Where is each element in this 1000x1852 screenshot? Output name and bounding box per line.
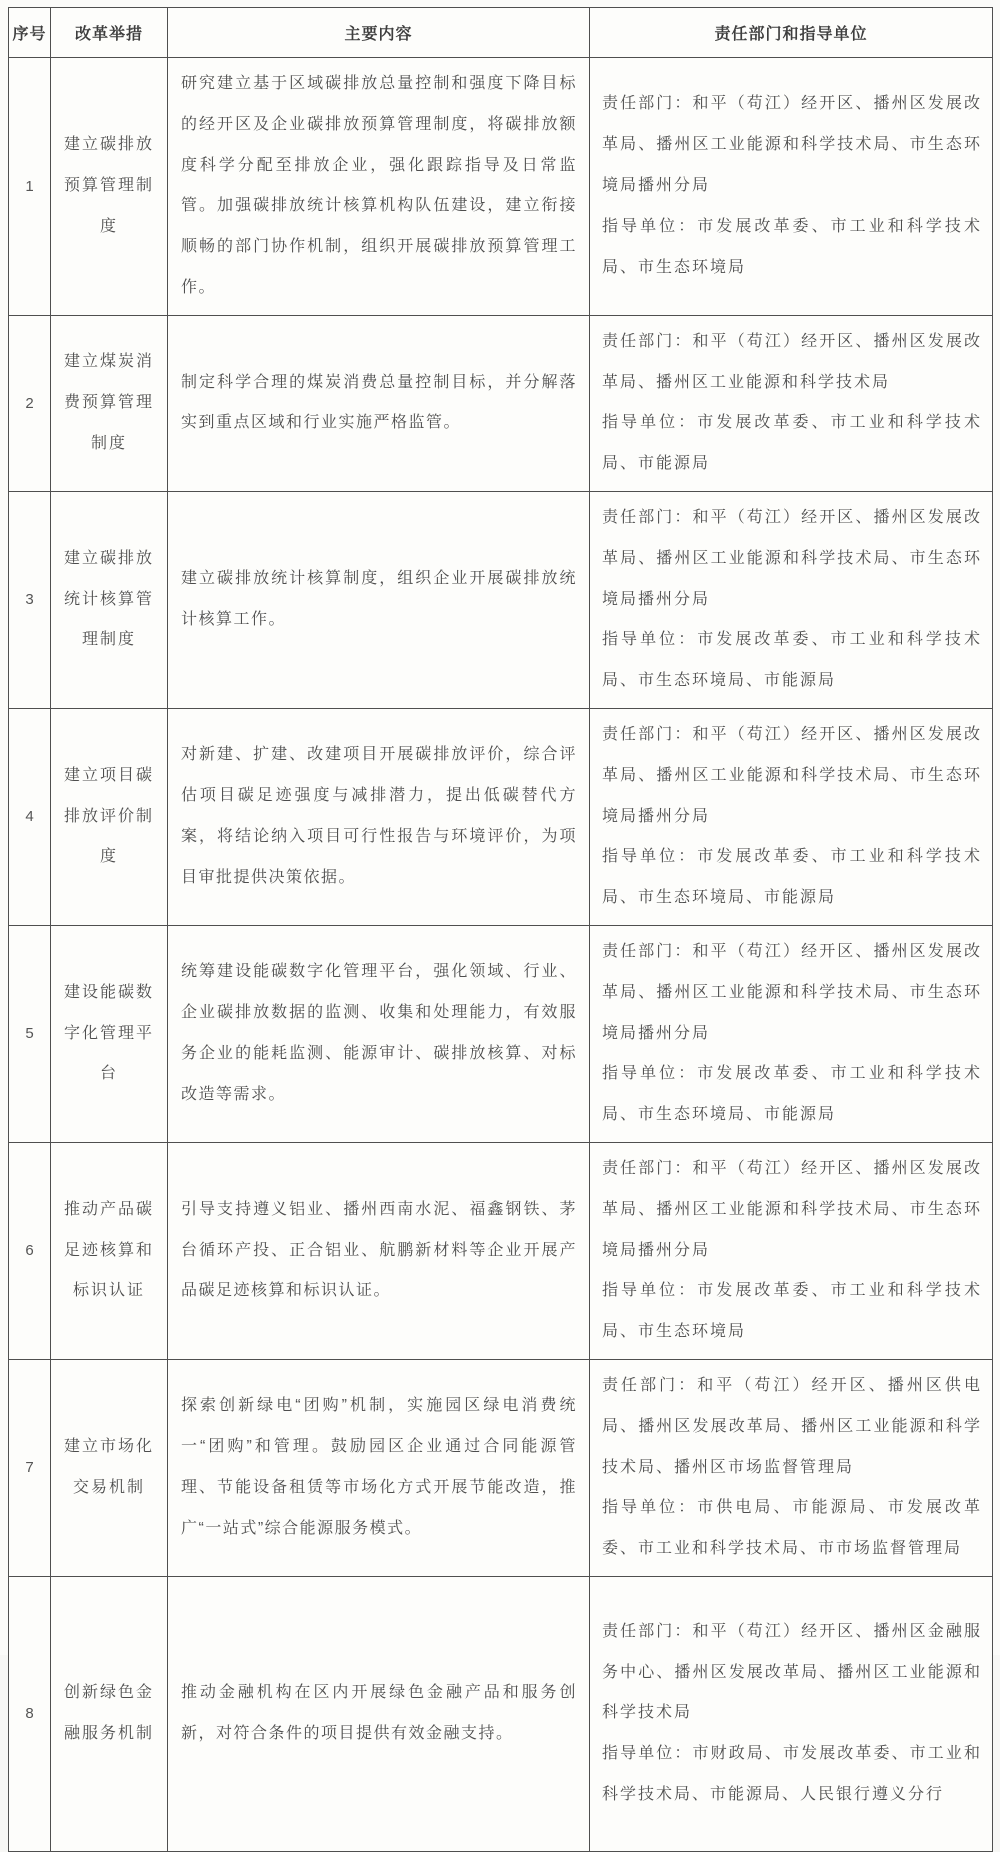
header-content: 主要内容: [168, 8, 590, 58]
guidance-units: 指导单位：市发展改革委、市工业和科学技术局、市能源局: [602, 414, 982, 473]
header-responsible: 责任部门和指导单位: [590, 8, 993, 58]
reform-measures-table: [8, 7, 993, 1852]
table-row: [9, 1359, 993, 1576]
responsible-departments: 责任部门：和平（苟江）经开区、播州区金融服务中心、播州区发展改革局、播州区工业能源和科学技术局: [602, 1622, 982, 1722]
guidance-units: 指导单位：市财政局、市发展改革委、市工业和科学技术局、市能源局、人民银行遵义分行: [602, 1745, 982, 1804]
header-no: 序号: [9, 8, 51, 58]
responsibility-cell: [590, 315, 993, 491]
guidance-units: 指导单位：市发展改革委、市工业和科学技术局、市生态环境局、市能源局: [602, 848, 982, 907]
guidance-units: 指导单位：市发展改革委、市工业和科学技术局、市生态环境局、市能源局: [602, 1065, 982, 1124]
responsibility-cell: [590, 1142, 993, 1359]
responsibility-cell: [590, 708, 993, 925]
responsible-departments: 责任部门：和平（苟江）经开区、播州区发展改革局、播州区工业能源和科学技术局、市生态环境局播州分局: [602, 508, 982, 608]
table-row: [9, 58, 993, 316]
reform-measure: 推动产品碳足迹核算和标识认证: [51, 1142, 168, 1359]
reform-measure: 建设能碳数字化管理平台: [51, 925, 168, 1142]
main-content: 建立碳排放统计核算制度，组织企业开展碳排放统计核算工作。: [168, 491, 590, 708]
row-number: 8: [9, 1576, 51, 1851]
reform-measure: 创新绿色金融服务机制: [51, 1576, 168, 1851]
row-number: 3: [9, 491, 51, 708]
guidance-units: 指导单位：市供电局、市能源局、市发展改革委、市工业和科学技术局、市市场监督管理局: [602, 1499, 982, 1558]
row-number: 1: [9, 58, 51, 316]
guidance-units: 指导单位：市发展改革委、市工业和科学技术局、市生态环境局: [602, 1282, 982, 1341]
main-content: 制定科学合理的煤炭消费总量控制目标，并分解落实到重点区域和行业实施严格监管。: [168, 315, 590, 491]
responsible-departments: 责任部门：和平（苟江）经开区、播州区发展改革局、播州区工业能源和科学技术局、市生态环境局播州分局: [602, 95, 982, 194]
reform-measure: 建立煤炭消费预算管理制度: [51, 315, 168, 491]
responsibility-cell: [590, 1576, 993, 1851]
guidance-units: 指导单位：市发展改革委、市工业和科学技术局、市生态环境局: [602, 217, 982, 276]
table-row: [9, 925, 993, 1142]
reform-measure: 建立市场化交易机制: [51, 1359, 168, 1576]
responsible-departments: 责任部门：和平（苟江）经开区、播州区发展改革局、播州区工业能源和科学技术局、市生态环境局播州分局: [602, 1159, 982, 1259]
responsibility-cell: [590, 491, 993, 708]
responsible-departments: 责任部门：和平（苟江）经开区、播州区供电局、播州区发展改革局、播州区工业能源和科学技术局、播州区市场监督管理局: [602, 1376, 982, 1476]
reform-measure: 建立碳排放统计核算管理制度: [51, 491, 168, 708]
main-content: 推动金融机构在区内开展绿色金融产品和服务创新，对符合条件的项目提供有效金融支持。: [168, 1576, 590, 1851]
guidance-units: 指导单位：市发展改革委、市工业和科学技术局、市生态环境局、市能源局: [602, 631, 982, 690]
main-content: 对新建、扩建、改建项目开展碳排放评价，综合评估项目碳足迹强度与减排潜力，提出低碳替代方案，将结论纳入项目可行性报告与环境评价，为项目审批提供决策依据。: [168, 708, 590, 925]
main-content: 探索创新绿电“团购”机制，实施园区绿电消费统一“团购”和管理。鼓励园区企业通过合同能源管理、节能设备租赁等市场化方式开展节能改造，推广“一站式”综合能源服务模式。: [168, 1359, 590, 1576]
responsible-departments: 责任部门：和平（苟江）经开区、播州区发展改革局、播州区工业能源和科学技术局、市生态环境局播州分局: [602, 942, 982, 1042]
main-content: 统筹建设能碳数字化管理平台，强化领域、行业、企业碳排放数据的监测、收集和处理能力，有效服务企业的能耗监测、能源审计、碳排放核算、对标改造等需求。: [168, 925, 590, 1142]
row-number: 2: [9, 315, 51, 491]
row-number: 5: [9, 925, 51, 1142]
main-content: 引导支持遵义铝业、播州西南水泥、福鑫钢铁、茅台循环产投、正合铝业、航鹏新材料等企业开展产品碳足迹核算和标识认证。: [168, 1142, 590, 1359]
row-number: 4: [9, 708, 51, 925]
responsibility-cell: [590, 58, 993, 316]
table-header-row: [9, 8, 993, 58]
responsibility-cell: [590, 1359, 993, 1576]
table-row: [9, 708, 993, 925]
table-row: [9, 1576, 993, 1851]
reform-measure: 建立碳排放预算管理制度: [51, 58, 168, 316]
main-content: 研究建立基于区域碳排放总量控制和强度下降目标的经开区及企业碳排放预算管理制度，将碳排放额度科学分配至排放企业，强化跟踪指导及日常监管。加强碳排放统计核算机构队伍建设，建立衔接顺畅的部门协作机制，组织开展碳排放预算管理工作。: [168, 58, 590, 316]
responsible-departments: 责任部门：和平（苟江）经开区、播州区发展改革局、播州区工业能源和科学技术局: [602, 332, 982, 391]
header-measure: 改革举措: [51, 8, 168, 58]
row-number: 7: [9, 1359, 51, 1576]
responsibility-cell: [590, 925, 993, 1142]
responsible-departments: 责任部门：和平（苟江）经开区、播州区发展改革局、播州区工业能源和科学技术局、市生态环境局播州分局: [602, 725, 982, 825]
reform-measure: 建立项目碳排放评价制度: [51, 708, 168, 925]
table-row: [9, 315, 993, 491]
table-row: [9, 1142, 993, 1359]
table-row: [9, 491, 993, 708]
row-number: 6: [9, 1142, 51, 1359]
